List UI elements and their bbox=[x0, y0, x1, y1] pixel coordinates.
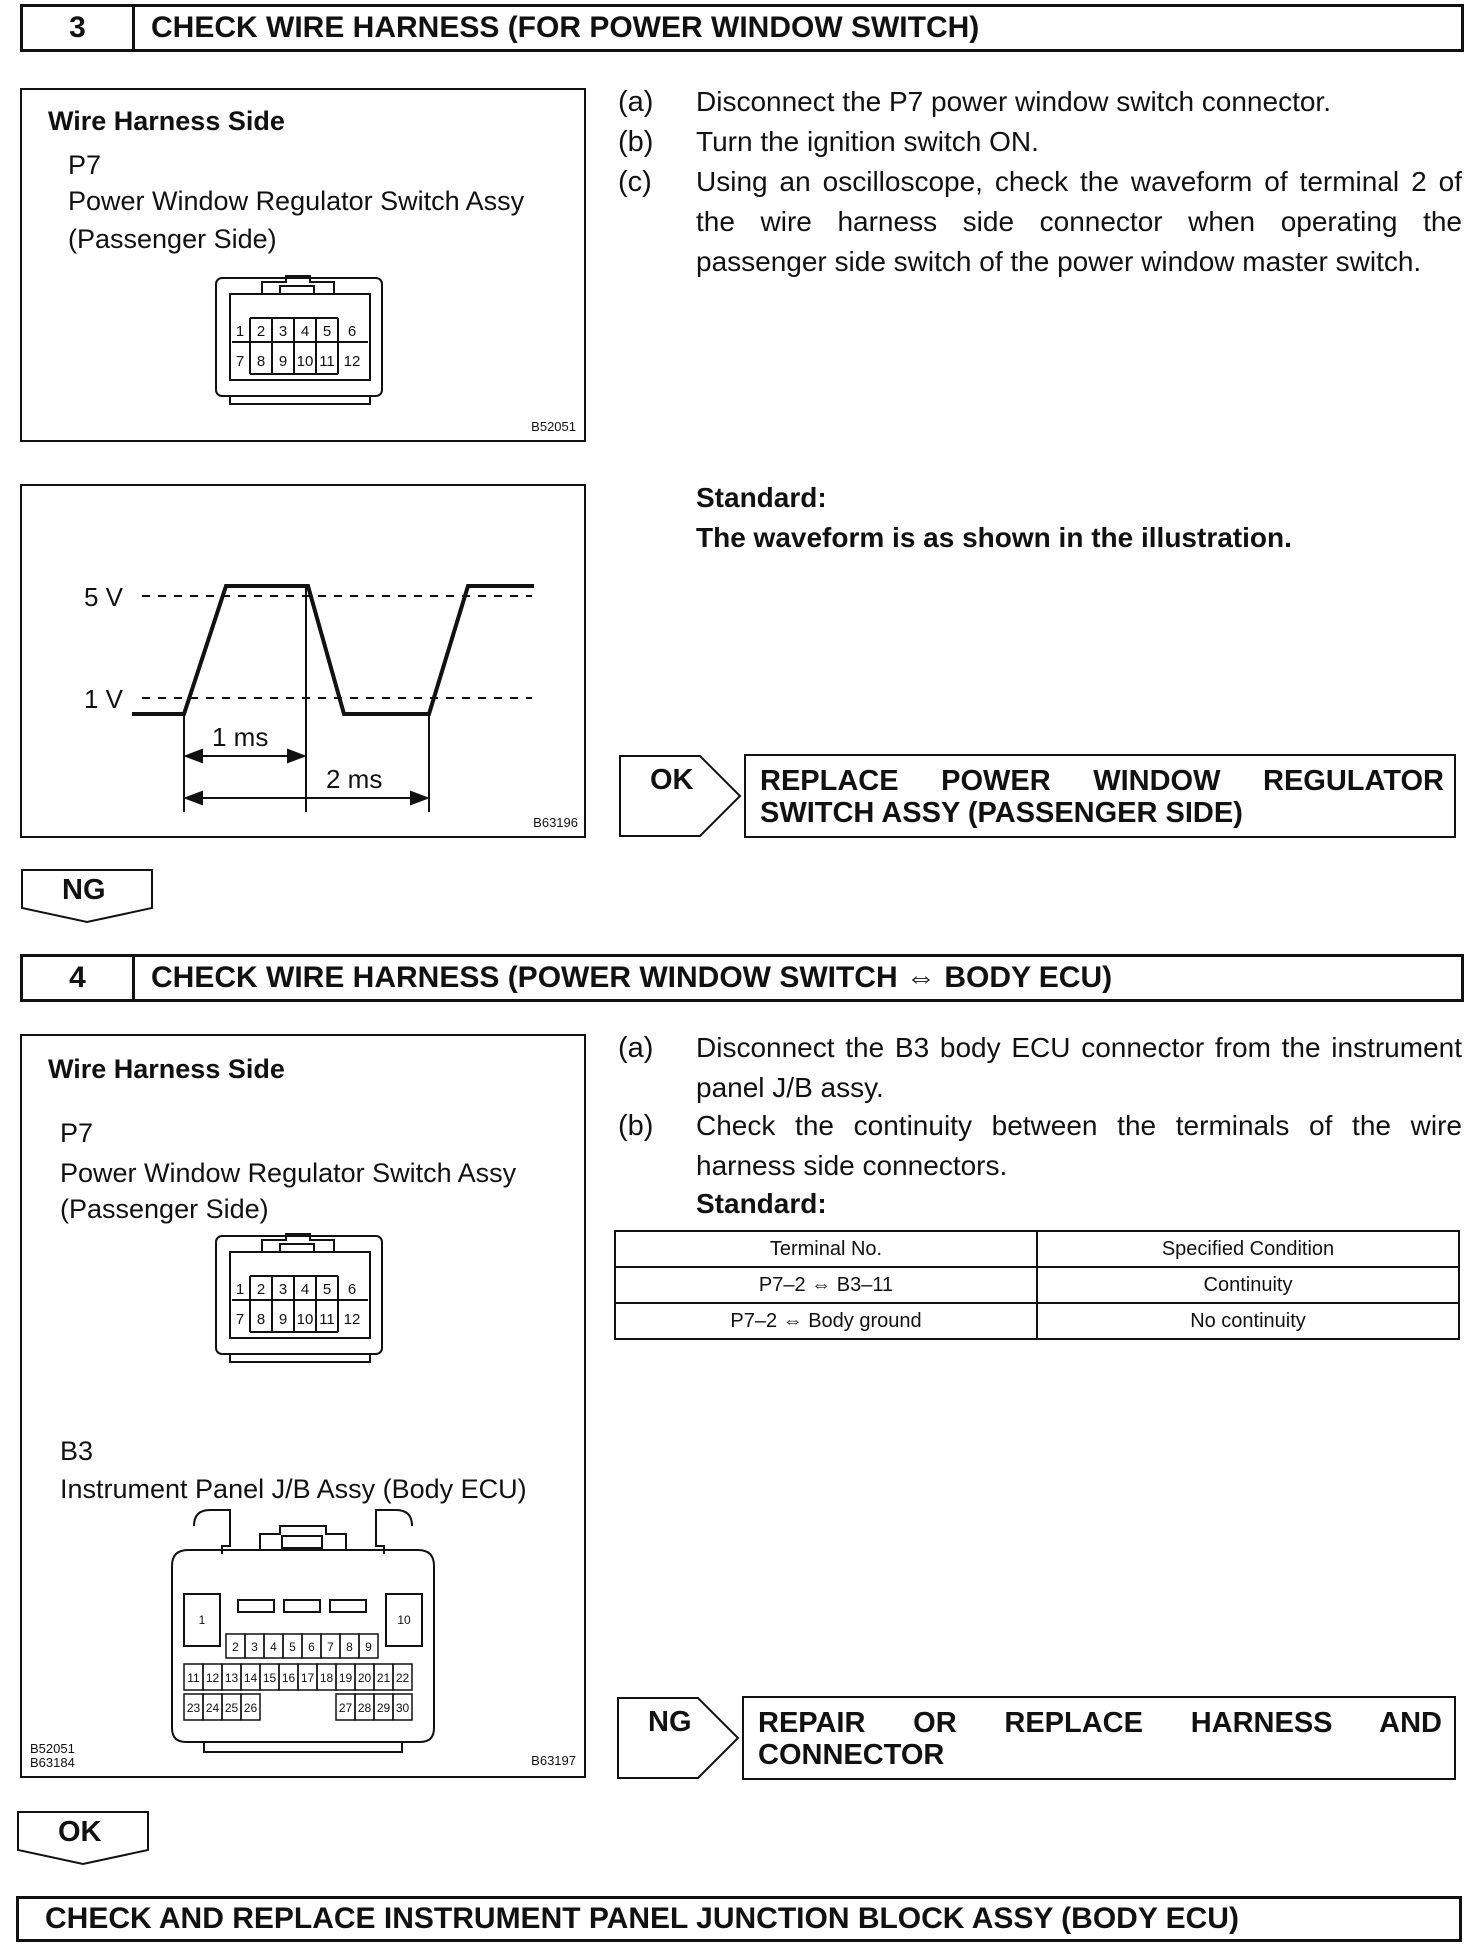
connector-pin-label: 11 bbox=[319, 353, 335, 370]
connector-pin-label: 12 bbox=[343, 353, 361, 370]
connector-pin-label: 16 bbox=[281, 1671, 296, 1685]
step4-header bbox=[20, 954, 1464, 1002]
connector-pin-label: 11 bbox=[187, 1671, 200, 1685]
p7-connector-drawing bbox=[210, 1228, 390, 1368]
table-row bbox=[615, 1267, 1459, 1303]
connector-pin-label: 21 bbox=[376, 1671, 391, 1685]
table-row bbox=[615, 1303, 1459, 1339]
connector-pin-label: 27 bbox=[338, 1701, 353, 1715]
ng-result-line2: CONNECTOR bbox=[758, 1739, 945, 1771]
connector-pin-label: 7 bbox=[327, 1640, 334, 1654]
figure-code: B63197 bbox=[531, 1753, 576, 1768]
waveform-chart bbox=[22, 486, 584, 836]
final-step-title: CHECK AND REPLACE INSTRUMENT PANEL JUNCTION BLOCK ASSY (BODY ECU) bbox=[45, 1902, 1239, 1935]
ng-flag: NG bbox=[648, 1706, 692, 1738]
instruction-label: (a) bbox=[618, 86, 654, 118]
ok-flag: OK bbox=[650, 764, 694, 796]
step3-title: CHECK WIRE HARNESS (FOR POWER WINDOW SWITCH) bbox=[151, 11, 980, 44]
label-2ms: 2 ms bbox=[326, 764, 383, 794]
connector-pin-label: 26 bbox=[243, 1701, 258, 1715]
connector-pin-label: 13 bbox=[224, 1671, 239, 1685]
ng-result-line1: REPAIR OR REPLACE HARNESS AND bbox=[758, 1707, 1442, 1739]
instruction-text: Using an oscilloscope, check the waveform of terminal 2 of the wire harness side connector when operating the passenger side switch of the power window master switch. bbox=[696, 166, 1462, 277]
connector-pin-label: 10 bbox=[296, 1311, 314, 1328]
step3-connector-figure bbox=[20, 88, 586, 442]
connector-pin-label: 20 bbox=[357, 1671, 372, 1685]
wire-harness-side-heading: Wire Harness Side bbox=[48, 1054, 285, 1084]
connector-pin-label: 30 bbox=[395, 1701, 410, 1715]
connector-pin-label: 2 bbox=[256, 1281, 266, 1298]
step4-title-part1: CHECK WIRE HARNESS (POWER WINDOW SWITCH bbox=[151, 961, 898, 994]
label-5v: 5 V bbox=[84, 582, 124, 612]
connector-pin-label: 4 bbox=[300, 323, 310, 340]
connector-pin-label: 9 bbox=[278, 1311, 288, 1328]
connector-pin-label: 7 bbox=[235, 1311, 245, 1328]
connector-pin-label: 12 bbox=[343, 1311, 361, 1328]
connector-pin-label: 29 bbox=[376, 1701, 391, 1715]
table-header-cell: Specified Condition bbox=[1037, 1231, 1459, 1267]
step4-title-part2: BODY ECU) bbox=[944, 961, 1113, 994]
connector-pin-label: 17 bbox=[300, 1671, 315, 1685]
connector-pin-label: 5 bbox=[322, 323, 332, 340]
step4-number: 4 bbox=[23, 957, 135, 999]
instruction-text: Disconnect the P7 power window switch connector. bbox=[696, 86, 1331, 117]
table-header-cell: Terminal No. bbox=[615, 1231, 1037, 1267]
connector-pin-label: 5 bbox=[289, 1640, 296, 1654]
table-cell: No continuity bbox=[1037, 1303, 1459, 1339]
step4-title bbox=[151, 957, 1112, 999]
connector-pin-label: 18 bbox=[319, 1671, 334, 1685]
table-cell: P7–2 ⇔ Body ground bbox=[615, 1303, 1037, 1339]
b3-connector-name: Instrument Panel J/B Assy (Body ECU) bbox=[60, 1474, 527, 1504]
connector-pin-label: 9 bbox=[278, 353, 288, 370]
instruction-text: Turn the ignition switch ON. bbox=[696, 126, 1039, 157]
connector-pin-label: 4 bbox=[270, 1640, 277, 1654]
connector-pin-label: 8 bbox=[256, 1311, 266, 1328]
table-cell: P7–2 ⇔ B3–11 bbox=[615, 1267, 1037, 1303]
instruction-text: Check the continuity between the terminals of the wire harness side connectors. bbox=[696, 1110, 1462, 1181]
connector-pin-label: 5 bbox=[322, 1281, 332, 1298]
b3-connector-id: B3 bbox=[60, 1436, 94, 1466]
connector-pin-label: 25 bbox=[224, 1701, 239, 1715]
connector-pin-label: 2 bbox=[256, 323, 266, 340]
connector-pin-label: 22 bbox=[395, 1671, 410, 1685]
p7-connector-id: P7 bbox=[60, 1118, 94, 1148]
ng-flag: NG bbox=[62, 874, 106, 906]
figure-code: B52051 bbox=[531, 419, 576, 434]
figure-code: B52051 bbox=[30, 1741, 75, 1756]
waveform-trace bbox=[132, 586, 534, 714]
p7-connector-drawing bbox=[210, 270, 390, 410]
connector-pin-label: 2 bbox=[232, 1640, 239, 1654]
connector-pin-label: 6 bbox=[347, 1281, 357, 1298]
connector-pin-label: 10 bbox=[397, 1613, 411, 1627]
instruction-label: (b) bbox=[618, 126, 654, 158]
figure-code: B63184 bbox=[30, 1755, 75, 1770]
ok-result-line2: SWITCH ASSY (PASSENGER SIDE) bbox=[760, 797, 1243, 829]
step3-number: 3 bbox=[23, 7, 135, 49]
connector-pin-label: 14 bbox=[243, 1671, 258, 1685]
instruction-label: (c) bbox=[618, 166, 652, 198]
spec-table bbox=[614, 1230, 1460, 1340]
figure-code: B63196 bbox=[533, 815, 578, 830]
p7-connector-id: P7 bbox=[68, 150, 102, 180]
standard-label: Standard: bbox=[696, 482, 827, 513]
p7-connector-name: Power Window Regulator Switch Assy bbox=[60, 1158, 517, 1188]
connector-pin-label: 24 bbox=[205, 1701, 220, 1715]
table-header-row bbox=[615, 1231, 1459, 1267]
connector-pin-label: 3 bbox=[278, 1281, 288, 1298]
connector-pin-label: 28 bbox=[357, 1701, 372, 1715]
connector-pin-label: 8 bbox=[256, 353, 266, 370]
ok-result-box bbox=[744, 754, 1456, 838]
step3-header bbox=[20, 4, 1464, 52]
connector-pin-label: 23 bbox=[186, 1701, 201, 1715]
connector-pin-label: 9 bbox=[365, 1640, 372, 1654]
connector-pin-label: 3 bbox=[278, 323, 288, 340]
step4-title-arrow: ⇔ bbox=[905, 961, 936, 994]
connector-pin-label: 8 bbox=[346, 1640, 353, 1654]
instruction-text: Disconnect the B3 body ECU connector from the instrument panel J/B assy. bbox=[696, 1032, 1462, 1103]
connector-pin-label: 4 bbox=[300, 1281, 310, 1298]
connector-pin-label: 1 bbox=[235, 323, 245, 340]
b3-connector-drawing bbox=[164, 1506, 442, 1756]
connector-pin-label: 19 bbox=[338, 1671, 353, 1685]
connector-pin-label: 12 bbox=[205, 1671, 220, 1685]
instruction-label: (a) bbox=[618, 1032, 654, 1064]
p7-connector-name: Power Window Regulator Switch Assy bbox=[68, 186, 525, 216]
waveform-figure bbox=[20, 484, 586, 838]
connector-pin-label: 11 bbox=[319, 1311, 335, 1328]
table-cell: Continuity bbox=[1037, 1267, 1459, 1303]
connector-pin-label: 1 bbox=[235, 1281, 245, 1298]
connector-pin-label: 6 bbox=[347, 323, 357, 340]
connector-pin-label: 10 bbox=[296, 353, 314, 370]
standard-text: The waveform is as shown in the illustration. bbox=[696, 522, 1292, 553]
label-1v: 1 V bbox=[84, 684, 124, 714]
step4-connector-figure bbox=[20, 1034, 586, 1778]
standard-label: Standard: bbox=[696, 1188, 827, 1219]
connector-pin-label: 15 bbox=[262, 1671, 277, 1685]
connector-pin-label: 6 bbox=[308, 1640, 315, 1654]
ng-result-box bbox=[742, 1696, 1456, 1780]
p7-connector-side: (Passenger Side) bbox=[60, 1194, 269, 1224]
wire-harness-side-heading: Wire Harness Side bbox=[48, 106, 285, 136]
p7-connector-side: (Passenger Side) bbox=[68, 224, 277, 254]
connector-pin-label: 1 bbox=[198, 1613, 206, 1627]
ok-flag: OK bbox=[58, 1816, 102, 1848]
connector-pin-label: 7 bbox=[235, 353, 245, 370]
label-1ms: 1 ms bbox=[212, 722, 269, 752]
ok-result-line1: REPLACE POWER WINDOW REGULATOR bbox=[760, 765, 1444, 797]
connector-pin-label: 3 bbox=[251, 1640, 258, 1654]
final-step-header bbox=[16, 1896, 1462, 1942]
instruction-label: (b) bbox=[618, 1110, 654, 1142]
